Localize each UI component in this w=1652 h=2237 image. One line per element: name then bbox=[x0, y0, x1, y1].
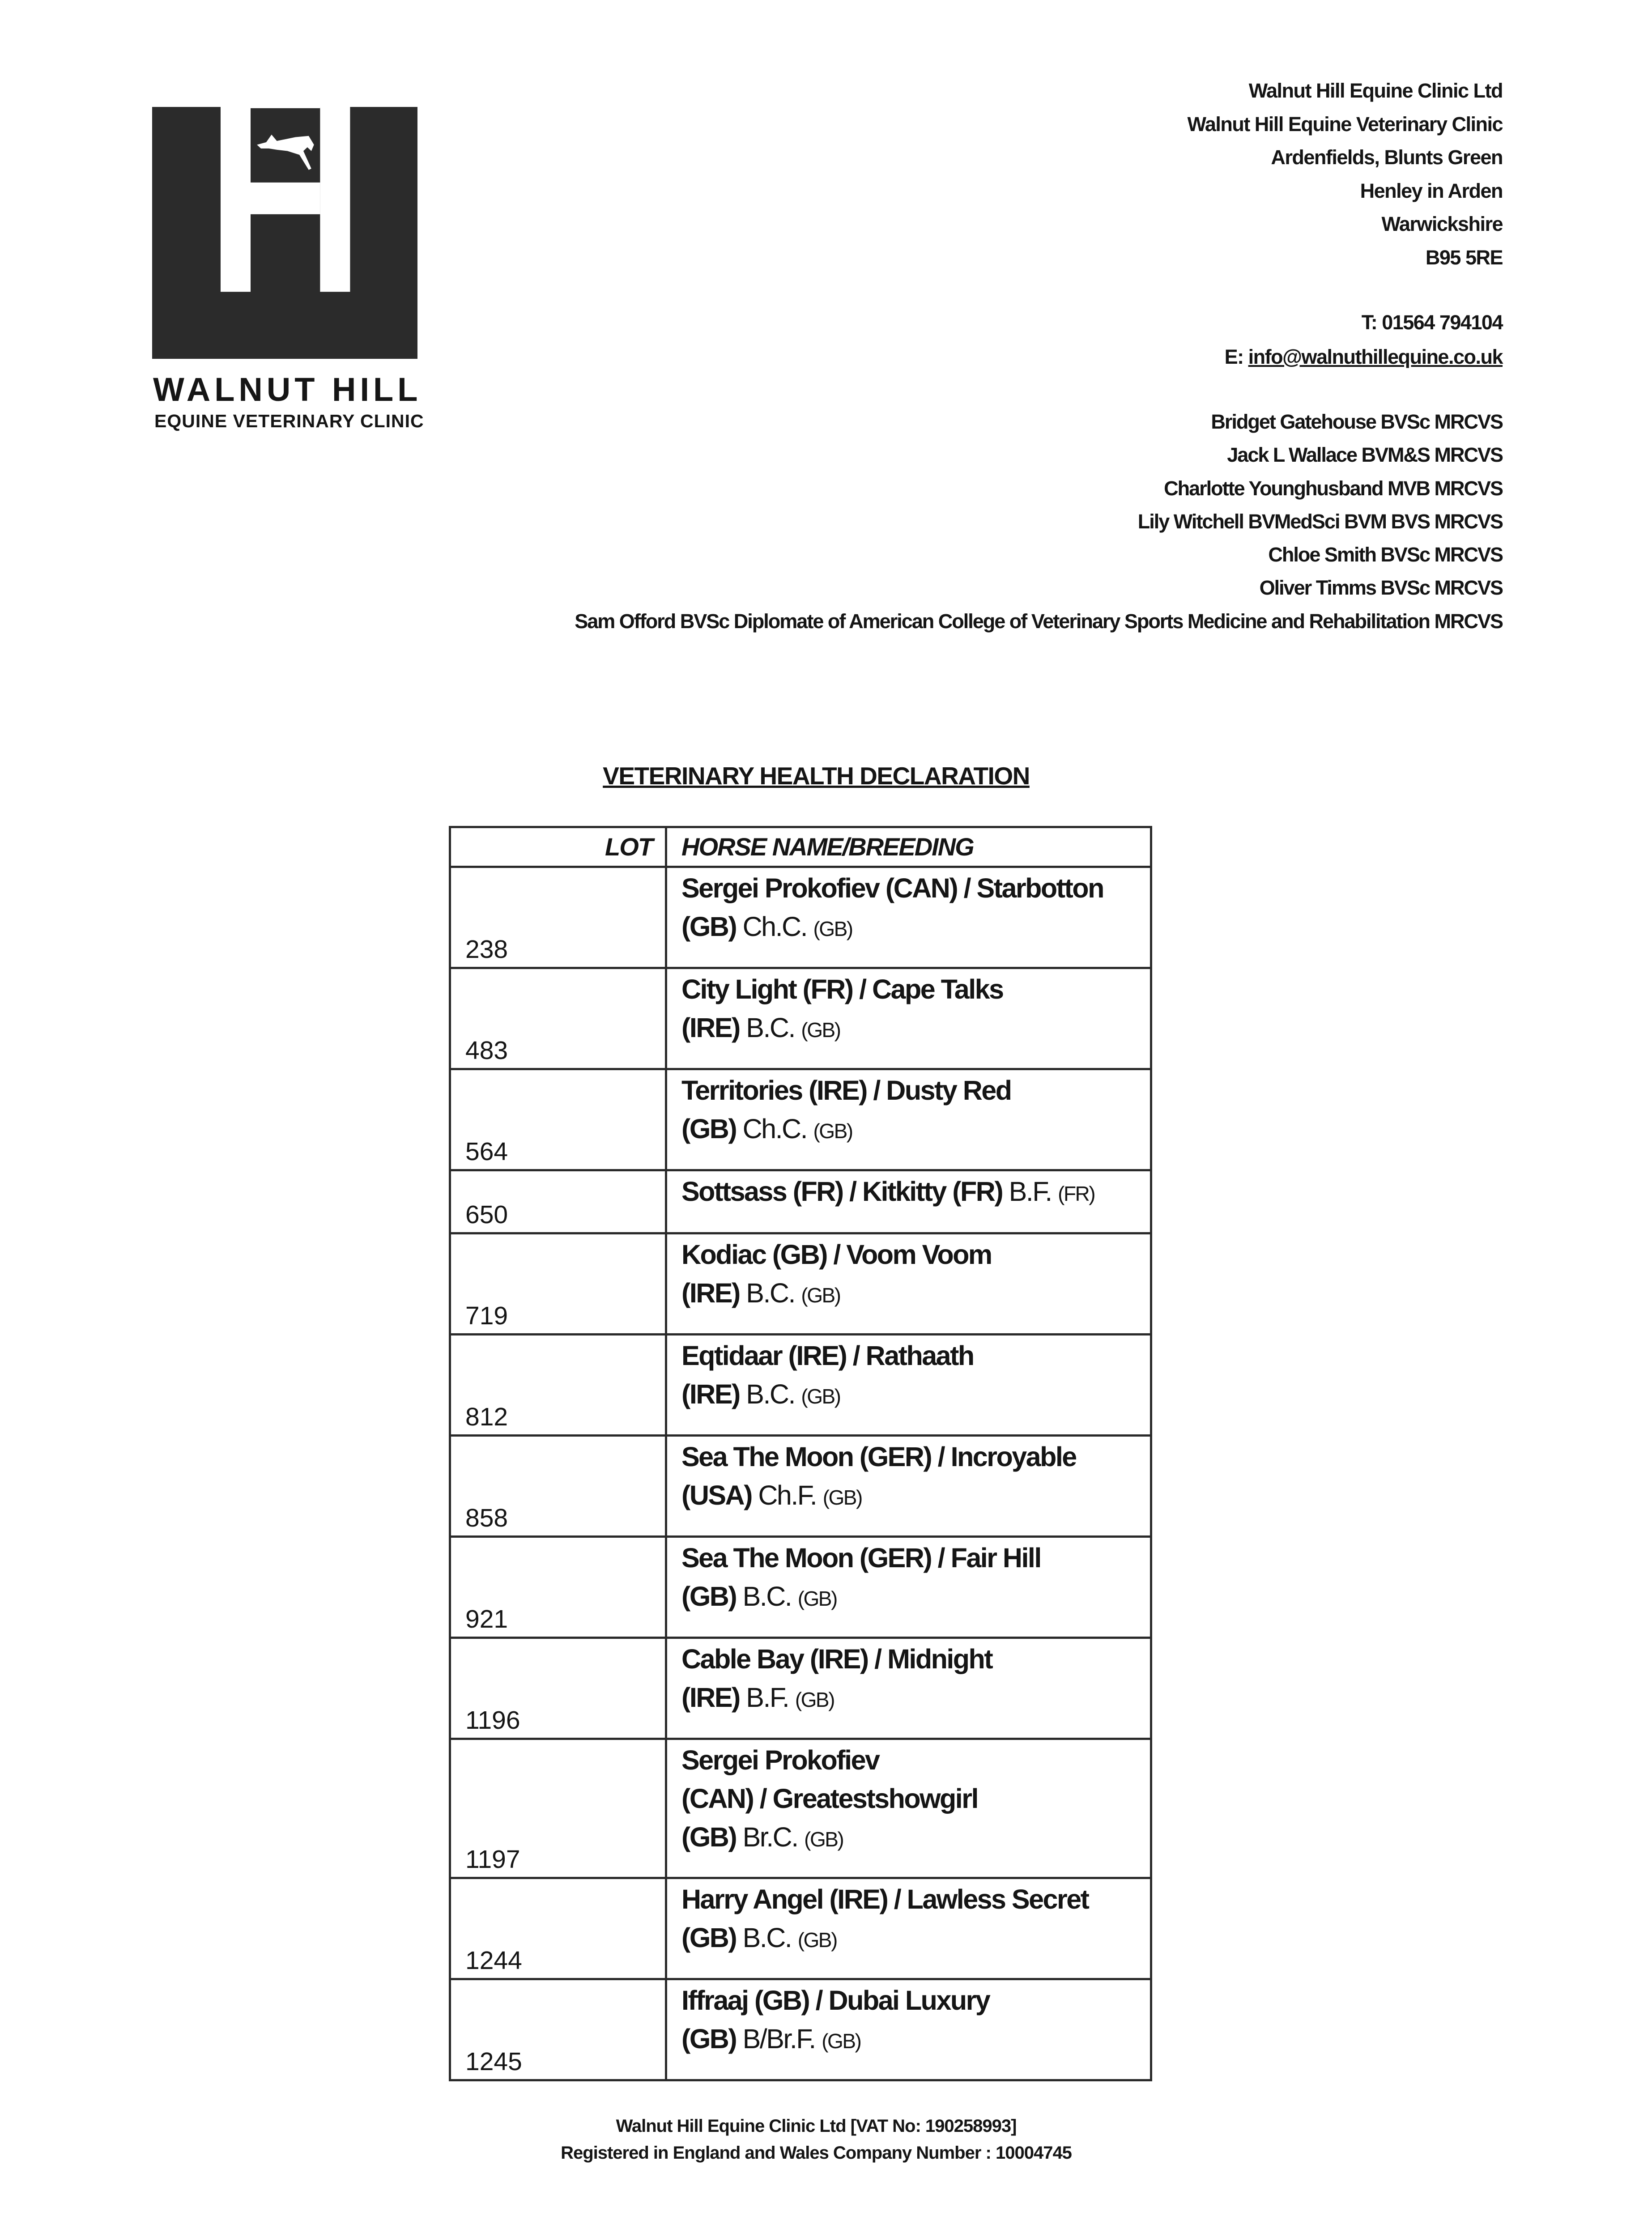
lot-number: 483 bbox=[450, 968, 666, 1069]
horse-line bbox=[681, 1437, 1150, 1476]
horse-pedigree: Territories (IRE) / Dusty Red bbox=[681, 1075, 1011, 1106]
horse-breeding bbox=[666, 1878, 1151, 1979]
horse-pedigree: Iffraaj (GB) / Dubai Luxury bbox=[681, 1985, 990, 2016]
table-row bbox=[450, 1335, 1151, 1436]
address-line: B95 5RE bbox=[1425, 246, 1503, 269]
lot-number: 858 bbox=[450, 1436, 666, 1537]
lot-number: 812 bbox=[450, 1335, 666, 1436]
horse-line bbox=[681, 1818, 1150, 1858]
foaled-country: (GB) bbox=[801, 1385, 840, 1408]
colour-sex: B.C. bbox=[746, 1012, 795, 1043]
horse-line bbox=[681, 1678, 1150, 1719]
horse-line bbox=[681, 1336, 1150, 1375]
table-row bbox=[450, 1979, 1151, 2080]
horse-pedigree: (CAN) / Greatestshowgirl bbox=[681, 1783, 978, 1814]
horse-line bbox=[681, 1110, 1150, 1150]
document-title: VETERINARY HEALTH DECLARATION bbox=[603, 762, 1030, 790]
horse-pedigree: Sottsass (FR) / Kitkitty (FR) bbox=[681, 1176, 1003, 1207]
horse-line bbox=[681, 1375, 1150, 1416]
table-row bbox=[450, 1069, 1151, 1170]
horse-line bbox=[681, 970, 1150, 1008]
contact-details bbox=[1225, 305, 1503, 374]
colour-sex: Ch.C. bbox=[742, 911, 807, 942]
staff-member: Charlotte Younghusband MVB MRCVS bbox=[1164, 476, 1503, 500]
horse-pedigree: City Light (FR) / Cape Talks bbox=[681, 974, 1003, 1004]
horse-pedigree: (IRE) bbox=[681, 1012, 740, 1043]
horse-line bbox=[681, 1918, 1150, 1959]
horse-pedigree: (USA) bbox=[681, 1480, 752, 1510]
horse-breeding bbox=[666, 1436, 1151, 1537]
horse-breeding bbox=[666, 1233, 1151, 1335]
horse-pedigree: (GB) bbox=[681, 1114, 737, 1144]
horse-pedigree: Sergei Prokofiev (CAN) / Starbotton bbox=[681, 873, 1103, 903]
horse-line bbox=[681, 1741, 1150, 1779]
lot-number: 564 bbox=[450, 1069, 666, 1170]
address-line: Walnut Hill Equine Veterinary Clinic bbox=[1187, 112, 1503, 136]
lot-number: 1244 bbox=[450, 1878, 666, 1979]
colour-sex: B.C. bbox=[746, 1379, 795, 1409]
foaled-country: (GB) bbox=[813, 917, 852, 940]
address-line: Walnut Hill Equine Clinic Ltd bbox=[1248, 79, 1503, 102]
horse-line bbox=[681, 1172, 1150, 1213]
horse-breeding bbox=[666, 968, 1151, 1069]
email-label: E: bbox=[1224, 345, 1248, 368]
horse-pedigree: Sergei Prokofiev bbox=[681, 1745, 879, 1775]
horse-pedigree: (GB) bbox=[681, 911, 737, 942]
table-header-row bbox=[450, 827, 1151, 867]
horse-pedigree: (IRE) bbox=[681, 1278, 740, 1308]
horse-breeding bbox=[666, 1069, 1151, 1170]
foaled-country: (GB) bbox=[797, 1587, 837, 1610]
horse-line bbox=[681, 1235, 1150, 1274]
horse-pedigree: Eqtidaar (IRE) / Rathaath bbox=[681, 1340, 974, 1371]
horse-breeding bbox=[666, 867, 1151, 968]
horse-pedigree: (GB) bbox=[681, 1581, 737, 1612]
foaled-country: (GB) bbox=[813, 1119, 852, 1143]
lot-number: 719 bbox=[450, 1233, 666, 1335]
clinic-address bbox=[1188, 74, 1503, 274]
table-row bbox=[450, 1233, 1151, 1335]
staff-member: Jack L Wallace BVM&S MRCVS bbox=[1227, 443, 1503, 467]
colour-sex: Ch.C. bbox=[742, 1114, 807, 1144]
horse-pedigree: Cable Bay (IRE) / Midnight bbox=[681, 1644, 992, 1674]
clinic-logo bbox=[152, 107, 417, 359]
lot-column-header: LOT bbox=[450, 827, 666, 867]
logo-name: WALNUT HILL bbox=[153, 371, 422, 408]
staff-member: Chloe Smith BVSc MRCVS bbox=[1268, 543, 1503, 566]
phone-number: T: 01564 794104 bbox=[1361, 311, 1503, 334]
colour-sex: B.F. bbox=[1009, 1176, 1052, 1207]
table-row bbox=[450, 1170, 1151, 1233]
colour-sex: B.C. bbox=[746, 1278, 795, 1308]
table-row bbox=[450, 968, 1151, 1069]
horse-line bbox=[681, 1539, 1150, 1577]
table-row bbox=[450, 1436, 1151, 1537]
foaled-country: (GB) bbox=[822, 2029, 861, 2053]
table-row bbox=[450, 1638, 1151, 1739]
horse-line bbox=[681, 1071, 1150, 1110]
footer bbox=[0, 2113, 1632, 2166]
colour-sex: B.C. bbox=[742, 1922, 792, 1953]
lot-number: 1197 bbox=[450, 1739, 666, 1878]
footer-vat: Walnut Hill Equine Clinic Ltd [VAT No: 190258993] bbox=[616, 2116, 1017, 2136]
horse-breeding bbox=[666, 1335, 1151, 1436]
horse-pedigree: (GB) bbox=[681, 1822, 737, 1852]
horse-line bbox=[681, 1476, 1150, 1517]
horse-pedigree: Harry Angel (IRE) / Lawless Secret bbox=[681, 1884, 1089, 1914]
horse-pedigree: Sea The Moon (GER) / Fair Hill bbox=[681, 1543, 1041, 1573]
colour-sex: Ch.F. bbox=[758, 1480, 817, 1510]
horse-pedigree: (IRE) bbox=[681, 1682, 740, 1713]
colour-sex: B.F. bbox=[746, 1682, 789, 1713]
colour-sex: B.C. bbox=[742, 1581, 792, 1612]
horse-line bbox=[681, 869, 1150, 907]
horse-line bbox=[681, 1577, 1150, 1618]
lot-number: 238 bbox=[450, 867, 666, 968]
foaled-country: (GB) bbox=[801, 1018, 840, 1042]
address-line: Henley in Arden bbox=[1360, 179, 1503, 202]
horse-pedigree: (IRE) bbox=[681, 1379, 740, 1409]
staff-member: Bridget Gatehouse BVSc MRCVS bbox=[1211, 410, 1503, 433]
h-horse-logo-icon bbox=[152, 107, 417, 359]
table-row bbox=[450, 1739, 1151, 1878]
horse-line bbox=[681, 1274, 1150, 1314]
address-line: Ardenfields, Blunts Green bbox=[1271, 146, 1503, 169]
horse-line bbox=[681, 1779, 1150, 1818]
foaled-country: (GB) bbox=[804, 1828, 843, 1851]
horse-line bbox=[681, 1880, 1150, 1918]
foaled-country: (GB) bbox=[822, 1486, 862, 1509]
logo-subtitle: EQUINE VETERINARY CLINIC bbox=[154, 411, 424, 431]
staff-member: Oliver Timms BVSc MRCVS bbox=[1259, 576, 1503, 600]
table-row bbox=[450, 867, 1151, 968]
horse-pedigree: (GB) bbox=[681, 1922, 737, 1953]
email-link[interactable]: info@walnuthillequine.co.uk bbox=[1248, 345, 1503, 368]
foaled-country: (FR) bbox=[1058, 1182, 1095, 1205]
horse-line bbox=[681, 1640, 1150, 1678]
lot-number: 1245 bbox=[450, 1979, 666, 2080]
horse-breeding bbox=[666, 1739, 1151, 1878]
horse-line bbox=[681, 2020, 1150, 2060]
lot-number: 1196 bbox=[450, 1638, 666, 1739]
footer-registration: Registered in England and Wales Company Number : 10004745 bbox=[561, 2143, 1072, 2163]
horse-breeding bbox=[666, 1537, 1151, 1638]
horse-breeding bbox=[666, 1638, 1151, 1739]
horse-breeding bbox=[666, 1170, 1151, 1233]
foaled-country: (GB) bbox=[801, 1284, 840, 1307]
horse-line bbox=[681, 1008, 1150, 1049]
staff-list bbox=[575, 405, 1503, 638]
staff-member: Sam Offord BVSc Diplomate of American College of Veterinary Sports Medicine and Rehabilitation MRCVS bbox=[575, 609, 1503, 633]
colour-sex: B/Br.F. bbox=[742, 2024, 815, 2054]
address-line: Warwickshire bbox=[1381, 213, 1503, 235]
table-row bbox=[450, 1537, 1151, 1638]
lot-number: 650 bbox=[450, 1170, 666, 1233]
horse-line bbox=[681, 907, 1150, 948]
lot-number: 921 bbox=[450, 1537, 666, 1638]
horse-pedigree: (GB) bbox=[681, 2024, 737, 2054]
staff-member: Lily Witchell BVMedSci BVM BVS MRCVS bbox=[1137, 510, 1503, 533]
table-row bbox=[450, 1878, 1151, 1979]
horse-breeding bbox=[666, 1979, 1151, 2080]
horse-pedigree: Kodiac (GB) / Voom Voom bbox=[681, 1239, 992, 1270]
colour-sex: Br.C. bbox=[742, 1822, 798, 1852]
horse-column-header: HORSE NAME/BREEDING bbox=[666, 827, 1151, 867]
foaled-country: (GB) bbox=[797, 1928, 837, 1952]
horse-table bbox=[449, 826, 1152, 2081]
horse-pedigree: Sea The Moon (GER) / Incroyable bbox=[681, 1442, 1076, 1472]
horse-line bbox=[681, 1981, 1150, 2020]
email-line bbox=[1225, 340, 1503, 374]
foaled-country: (GB) bbox=[795, 1688, 834, 1711]
